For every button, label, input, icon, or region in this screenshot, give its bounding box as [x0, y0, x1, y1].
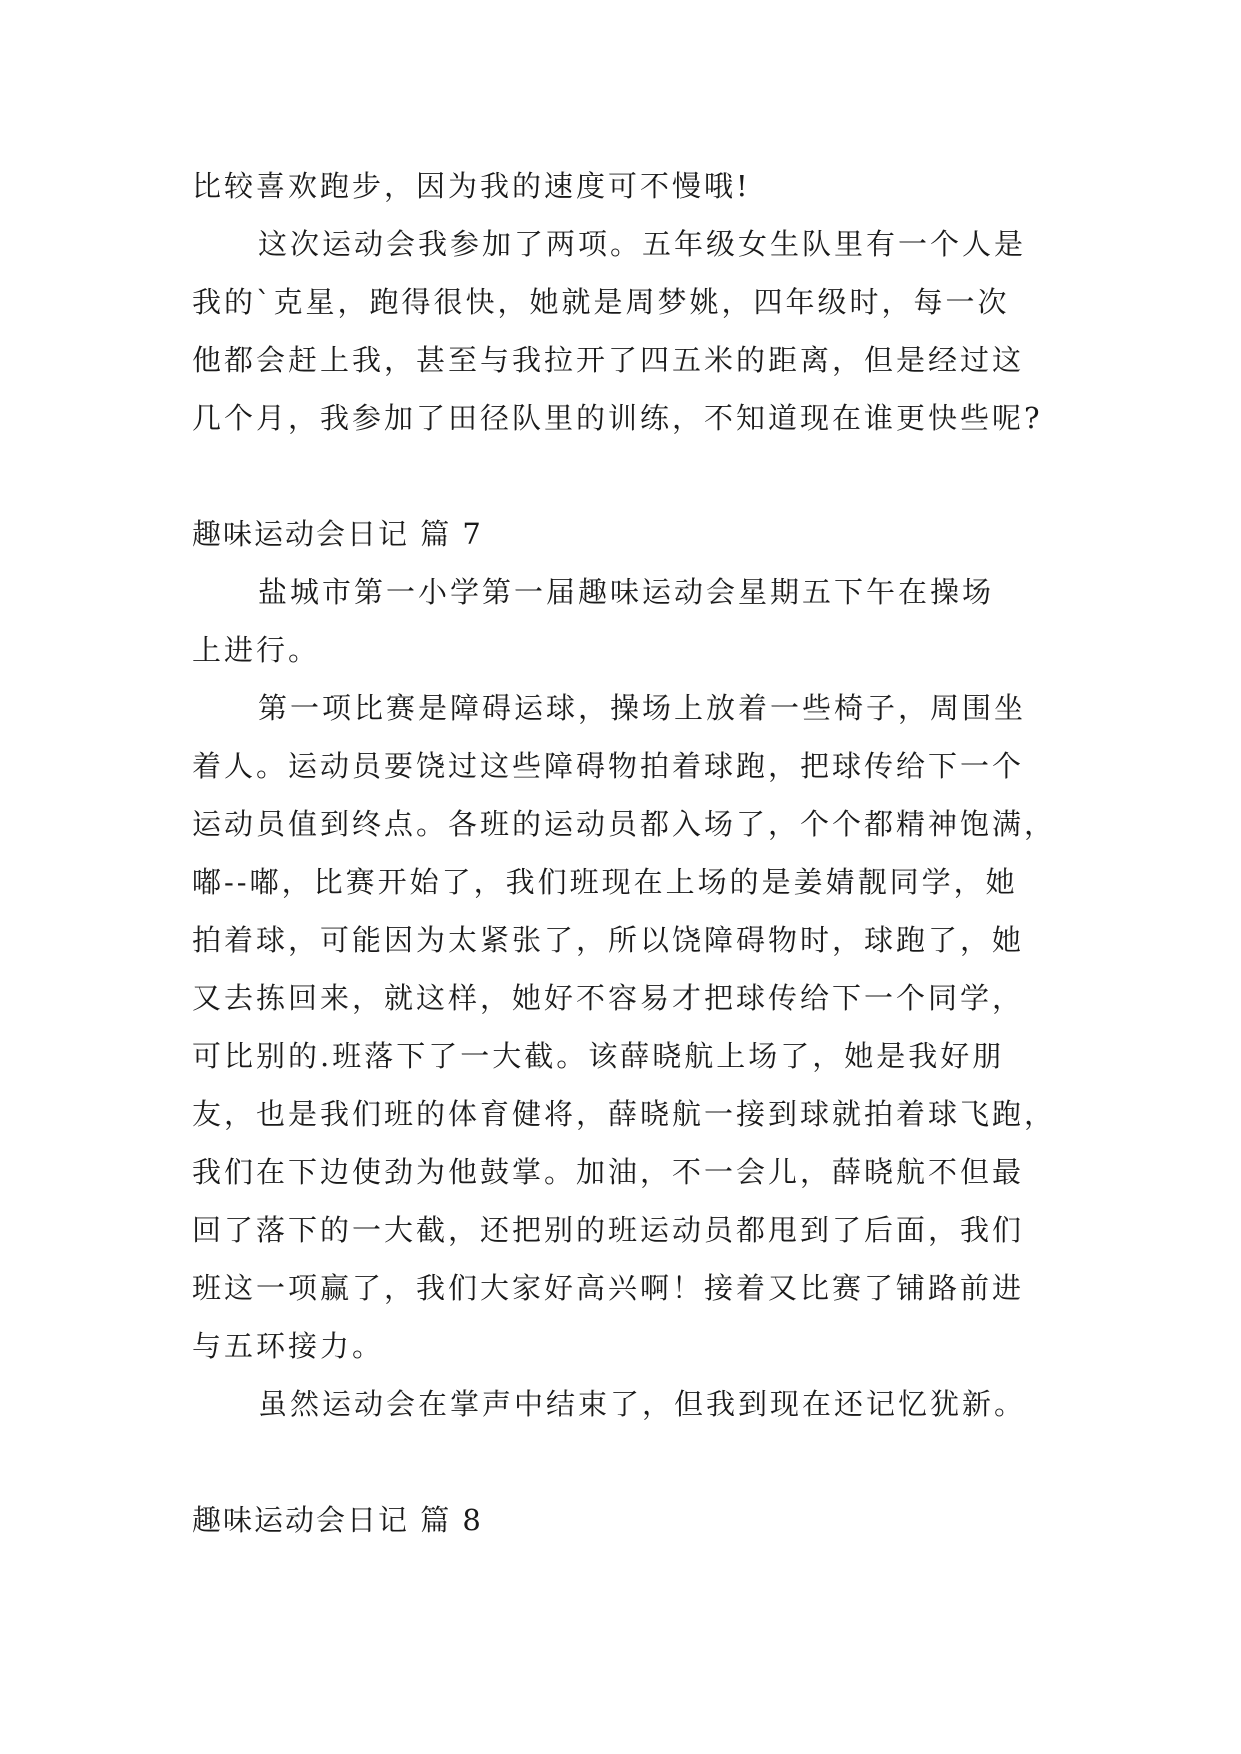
text-line: 运动员值到终点。各班的运动员都入场了，个个都精神饱满， — [192, 807, 1057, 841]
text-line: 第一项比赛是障碍运球，操场上放着一些椅子，周围坐 — [258, 691, 1027, 725]
text-line: 他都会赶上我，甚至与我拉开了四五米的距离，但是经过这 — [192, 343, 1025, 377]
text-line: 又去拣回来，就这样，她好不容易才把球传给下一个同学， — [192, 981, 1025, 1015]
text-line: 这次运动会我参加了两项。五年级女生队里有一个人是 — [258, 227, 1027, 261]
text-line: 着人。运动员要饶过这些障碍物拍着球跑，把球传给下一个 — [192, 749, 1025, 783]
text-line: 盐城市第一小学第一届趣味运动会星期五下午在操场 — [258, 575, 995, 609]
text-line: 回了落下的一大截，还把别的班运动员都甩到了后面，我们 — [192, 1213, 1025, 1247]
section-heading-8: 趣味运动会日记 篇 8 — [192, 1503, 483, 1537]
text-line: 拍着球，可能因为太紧张了，所以饶障碍物时，球跑了，她 — [192, 923, 1025, 957]
text-line: 嘟--嘟，比赛开始了，我们班现在上场的是姜婧靓同学，她 — [192, 865, 1018, 899]
text-line: 我们在下边使劲为他鼓掌。加油，不一会儿，薛晓航不但最 — [192, 1155, 1025, 1189]
section-heading-7: 趣味运动会日记 篇 7 — [192, 517, 483, 551]
text-line: 上进行。 — [192, 633, 321, 667]
text-line: 几个月，我参加了田径队里的训练，不知道现在谁更快些呢? — [192, 401, 1043, 435]
text-line: 可比别的.班落下了一大截。该薛晓航上场了，她是我好朋 — [192, 1039, 1005, 1073]
text-line: 友，也是我们班的体育健将，薛晓航一接到球就拍着球飞跑， — [192, 1097, 1057, 1131]
text-line: 我的`克星，跑得很快，她就是周梦姚，四年级时，每一次 — [192, 285, 1010, 319]
text-line: 与五环接力。 — [192, 1329, 385, 1363]
text-line: 班这一项赢了，我们大家好高兴啊！接着又比赛了铺路前进 — [192, 1271, 1025, 1305]
text-line: 虽然运动会在掌声中结束了，但我到现在还记忆犹新。 — [258, 1387, 1027, 1421]
text-line: 比较喜欢跑步，因为我的速度可不慢哦! — [192, 169, 751, 203]
